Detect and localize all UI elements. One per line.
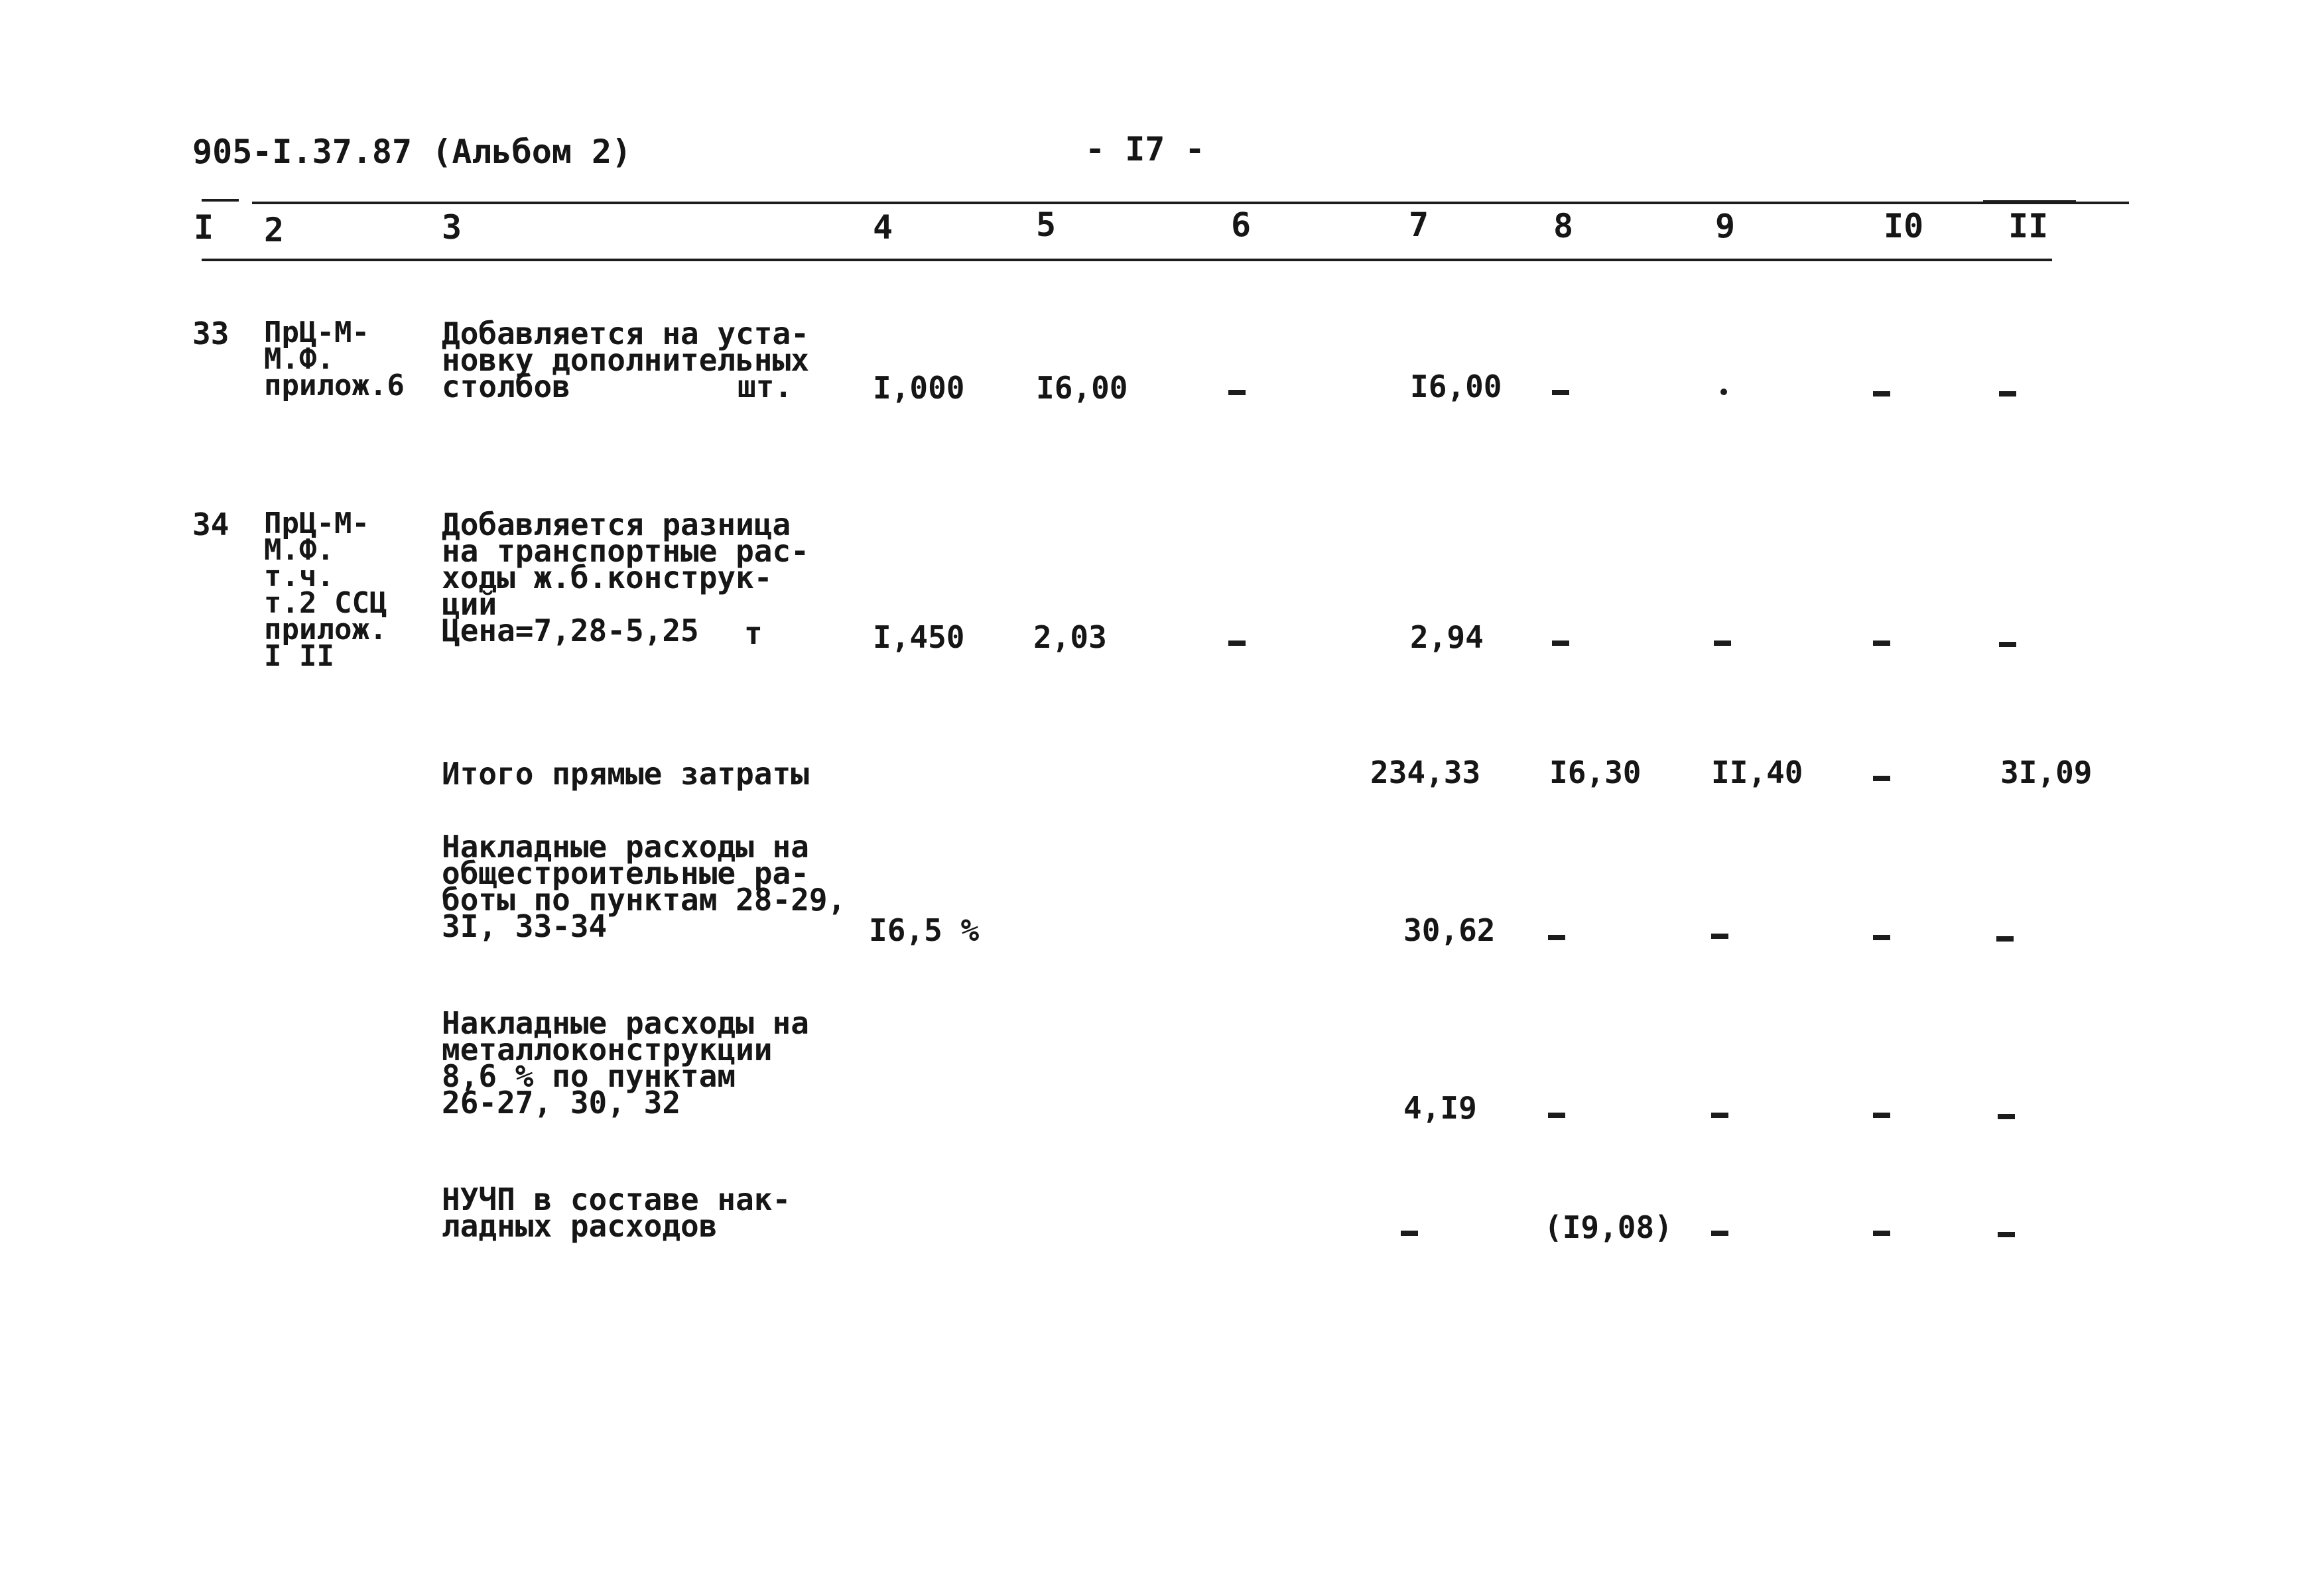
overhead-metal-col7: 4,I9: [1403, 1090, 1477, 1126]
row-description-line: Добавляется разница: [442, 507, 791, 542]
cell-dash: [1401, 1231, 1418, 1236]
cell-dash: [1552, 390, 1569, 395]
col-header-3: 3: [442, 208, 462, 247]
row-code-line: I II: [264, 639, 334, 673]
row-number: 33: [192, 316, 229, 351]
cell-dash: [1711, 1113, 1728, 1118]
cell-dash: [1996, 936, 2014, 942]
cell-dash: [1873, 1113, 1890, 1118]
cell-dash: [1999, 642, 2016, 647]
row-unit-price: I6,00: [1036, 370, 1128, 406]
overhead-metal-label-line: Накладные расходы на: [442, 1005, 809, 1041]
top-rule-segment: [1983, 200, 2076, 203]
row-unit-price: 2,03: [1033, 619, 1107, 655]
overhead-label-line: Накладные расходы на: [442, 829, 809, 865]
totals-label: Итого прямые затраты: [442, 756, 809, 792]
row-code-line: т.ч.: [264, 560, 334, 593]
cell-dash: [1228, 390, 1246, 395]
cell-dash: [1714, 640, 1731, 646]
row-description-line: на транспортные рас-: [442, 533, 809, 569]
header-bottom-rule: [202, 259, 2052, 261]
col-header-10: I0: [1884, 207, 1924, 245]
row-quantity: I,000: [873, 370, 965, 406]
row-code-line: ПрЦ-М-: [264, 316, 369, 349]
document-code: 905-I.37.87 (Альбом 2): [192, 133, 632, 171]
cell-dash: [1548, 935, 1565, 940]
overhead-label-line: общестроительные ра-: [442, 855, 809, 891]
totals-col8: I6,30: [1549, 755, 1642, 790]
col-header-2: 2: [264, 211, 285, 249]
nuchp-label-line: ладных расходов: [442, 1208, 718, 1244]
overhead-label-line: боты по пунктам 28-29,: [442, 882, 846, 918]
top-rule: [252, 202, 2129, 204]
row-code-line: ПрЦ-М-: [264, 507, 369, 540]
col-header-1: I: [194, 208, 214, 247]
cell-dash: [1228, 640, 1246, 646]
page-number: - I7 -: [1085, 130, 1205, 168]
col-header-7: 7: [1409, 206, 1429, 244]
row-description-line: Добавляется на уста-: [442, 316, 809, 351]
col-header-8: 8: [1553, 207, 1574, 245]
row-total-cost: 2,94: [1410, 619, 1484, 655]
col-header-5: 5: [1036, 206, 1057, 244]
cell-dash: [1548, 1113, 1565, 1118]
col-header-9: 9: [1715, 207, 1736, 245]
overhead-metal-label-line: 8,6 % по пунктам: [442, 1058, 736, 1094]
totals-col7: 234,33: [1370, 755, 1481, 790]
row-code-line: М.Ф.: [264, 533, 334, 567]
row-quantity: I,450: [873, 619, 965, 655]
row-description-line: Цена=7,28-5,25: [442, 613, 699, 648]
cell-dash: [1873, 1231, 1890, 1236]
row-code-line: прилож.: [264, 613, 387, 646]
row-description-line: ций: [442, 586, 497, 622]
row-description-line: столбов: [442, 369, 570, 404]
top-rule-segment: [202, 199, 239, 202]
cell-dash: [1873, 391, 1890, 396]
row-unit: т: [744, 615, 763, 651]
row-total-cost: I6,00: [1410, 369, 1502, 404]
row-code-line: прилож.6: [264, 369, 405, 402]
overhead-metal-label-line: металлоконструкции: [442, 1032, 773, 1068]
cell-dash: [1873, 935, 1890, 940]
cell-dash: [1999, 391, 2016, 396]
cell-dash: [1873, 776, 1890, 781]
totals-col9: II,40: [1711, 755, 1803, 790]
cell-dash: [1711, 934, 1728, 939]
cell-dash: [1998, 1114, 2015, 1119]
overhead-metal-label-line: 26-27, 30, 32: [442, 1085, 681, 1121]
cell-dash: [1711, 1231, 1728, 1236]
overhead-label-line: 3I, 33-34: [442, 908, 608, 944]
row-description-line: новку дополнительных: [442, 342, 809, 378]
totals-col11: 3I,09: [2000, 755, 2093, 790]
row-description-line: ходы ж.б.конструк-: [442, 560, 773, 595]
overhead-col7: 30,62: [1403, 912, 1496, 948]
nuchp-col8: (I9,08): [1544, 1209, 1673, 1245]
cell-dash: [1873, 640, 1890, 646]
overhead-rate: I6,5 %: [869, 912, 980, 948]
nuchp-label-line: НУЧП в составе нак-: [442, 1182, 791, 1217]
row-code-line: т.2 ССЦ: [264, 586, 387, 620]
row-number: 34: [192, 507, 229, 542]
cell-dash: [1552, 640, 1569, 646]
cell-dash: [1998, 1232, 2015, 1237]
col-header-6: 6: [1231, 206, 1252, 244]
col-header-11: II: [2008, 207, 2049, 245]
cell-dot: [1720, 389, 1727, 395]
row-unit: шт.: [738, 369, 793, 404]
col-header-4: 4: [873, 208, 893, 247]
row-code-line: М.Ф.: [264, 342, 334, 376]
